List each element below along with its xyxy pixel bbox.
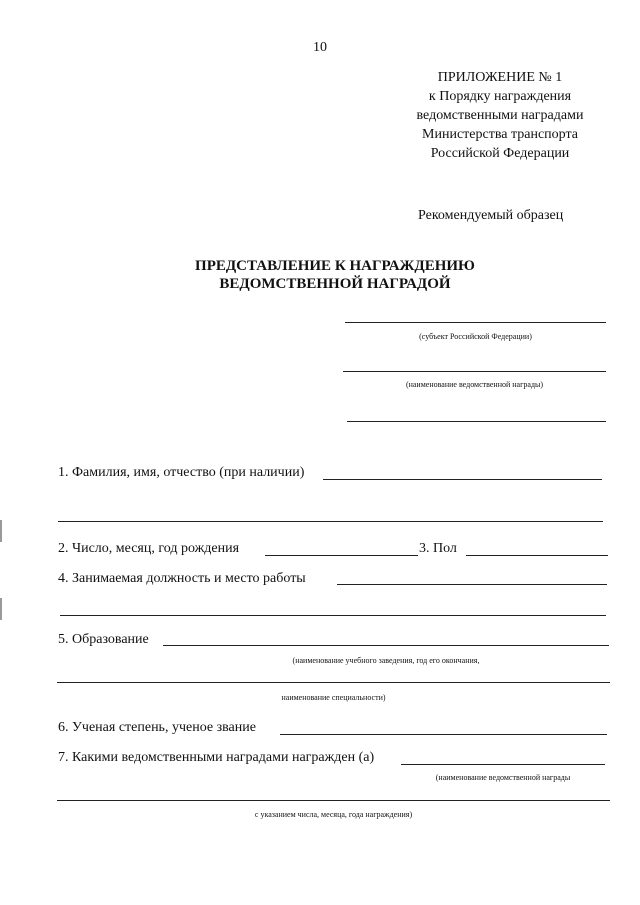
subject-caption: (субъект Российской Федерации) xyxy=(419,332,532,341)
appendix-line: к Порядку награждения xyxy=(428,89,572,104)
birth-date-field-line[interactable] xyxy=(265,555,418,556)
gender-field-line[interactable] xyxy=(466,555,608,556)
appendix-header xyxy=(395,68,605,163)
full-name-extra-line[interactable] xyxy=(58,521,603,522)
education-field-line[interactable] xyxy=(163,645,609,646)
birth-date-label: 2. Число, месяц, год рождения xyxy=(58,541,240,556)
subject-field-line[interactable] xyxy=(345,322,606,323)
full-name-label: 1. Фамилия, имя, отчество (при наличии) xyxy=(58,465,305,480)
awards-field-line[interactable] xyxy=(401,764,605,765)
scan-margin-mark xyxy=(0,598,2,620)
education-extra-line[interactable] xyxy=(57,682,610,683)
award-name-field-line[interactable] xyxy=(343,371,606,372)
appendix-line: Министерства транспорта xyxy=(422,127,578,142)
scan-margin-mark xyxy=(0,520,2,542)
specialty-caption: наименование специальности) xyxy=(281,693,386,702)
awards-caption: (наименование ведомственной награды xyxy=(435,773,571,782)
award-name-extra-line[interactable] xyxy=(347,421,606,422)
education-label: 5. Образование xyxy=(58,632,149,647)
gender-label: 3. Пол xyxy=(419,541,457,556)
position-label: 4. Занимаемая должность и место работы xyxy=(58,571,306,586)
awards-extra-line[interactable] xyxy=(57,800,610,801)
degree-label: 6. Ученая степень, ученое звание xyxy=(58,720,256,735)
title-line-1: ПРЕДСТАВЛЕНИЕ К НАГРАЖДЕНИЮ xyxy=(195,258,475,274)
awards-label: 7. Какими ведомственными наградами награжден (а) xyxy=(58,750,375,765)
page-number: 10 xyxy=(313,40,327,55)
full-name-field-line[interactable] xyxy=(323,479,602,480)
document-title xyxy=(150,257,520,293)
sample-label: Рекомендуемый образец xyxy=(418,208,564,223)
appendix-line: ПРИЛОЖЕНИЕ № 1 xyxy=(437,70,563,85)
education-caption: (наименование учебного заведения, год его окончания, xyxy=(292,656,480,665)
awards-date-caption: с указанием числа, месяца, года награждения) xyxy=(254,810,413,819)
appendix-line: ведомственными наградами xyxy=(416,108,584,123)
position-extra-line[interactable] xyxy=(60,615,606,616)
position-field-line[interactable] xyxy=(337,584,607,585)
title-line-2: ВЕДОМСТВЕННОЙ НАГРАДОЙ xyxy=(219,276,451,292)
appendix-line: Российской Федерации xyxy=(430,146,570,161)
award-name-caption: (наименование ведомственной награды) xyxy=(405,380,544,389)
degree-field-line[interactable] xyxy=(280,734,607,735)
